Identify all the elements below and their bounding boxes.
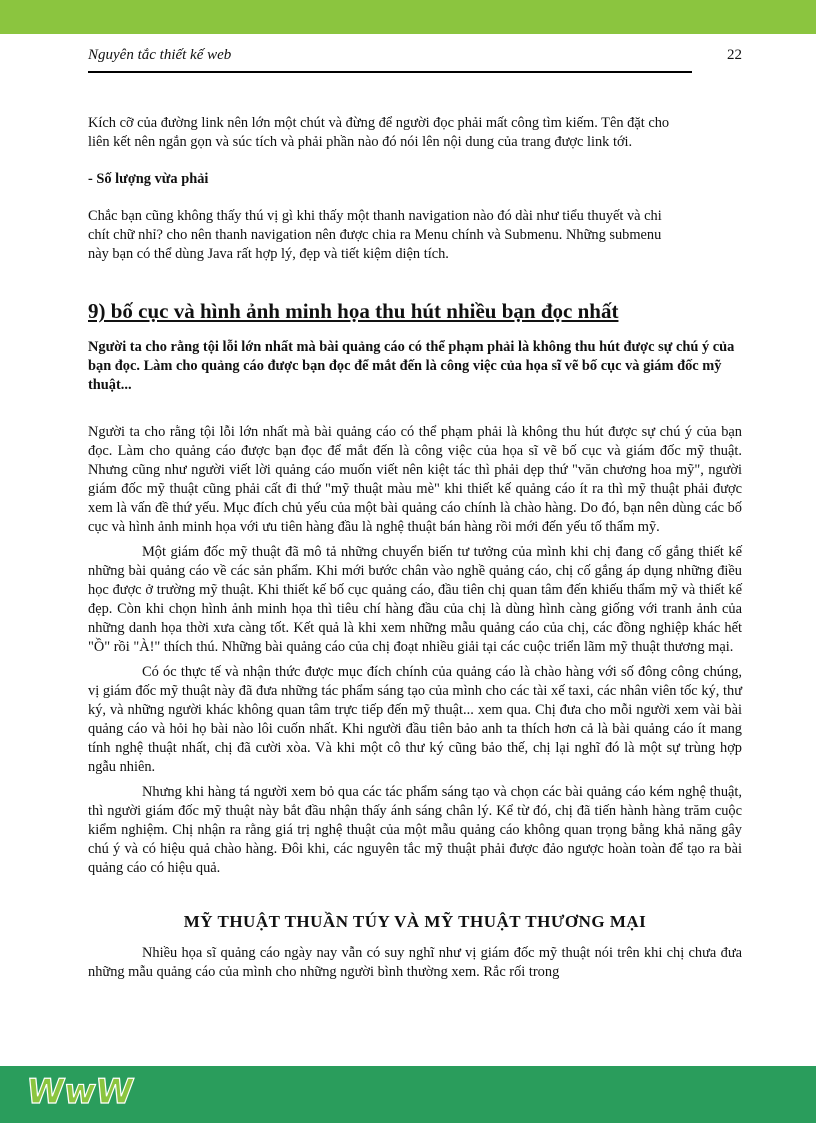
page-number: 22: [727, 47, 742, 63]
document-title: Nguyên tắc thiết kế web: [88, 47, 232, 63]
www-logo-text: WwW: [23, 1072, 136, 1112]
article-body: [88, 423, 742, 982]
subsection-heading: MỸ THUẬT THUẦN TÚY VÀ MỸ THUẬT THƯƠNG MẠI: [183, 912, 647, 931]
section-lead: Người ta cho rằng tội lỗi lớn nhất mà bài quảng cáo có thể phạm phải là không thu hút được sự chú ý của bạn đọc. Làm cho quảng cáo được bạn đọc để mắt đến là công việc của họa sĩ vẽ bố cục và giám đốc mỹ thuật...: [88, 339, 735, 393]
article-paragraph: Có óc thực tế và nhận thức được mục đích chính của quảng cáo là chào hàng với số đông công chúng, vị giám đốc mỹ thuật này đã đưa những tác phẩm sáng tạo của mình cho các tài xế taxi, các nhân viên tốc ký, thư ký, và những người khác không quan tâm trực tiếp đến mỹ thuật... xem qua. Chị đưa cho mỗi người xem vài bài quảng cáo và hỏi họ bài nào lôi cuốn nhất. Khi người đầu tiên bảo anh ta thích hơn cả là bài quảng cáo ít mang tính nghệ thuật nhất, chị đã cười xòa. Và khi một cô thư ký cũng bảo thế, chị lại nghĩ đó là một sự trùng hợp ngẫu nhiên.: [88, 664, 742, 775]
top-color-bar: [0, 0, 816, 34]
closing-paragraph: Nhiều họa sĩ quảng cáo ngày nay vẫn có suy nghĩ như vị giám đốc mỹ thuật nói trên khi chị chưa đưa những mẫu quảng cáo của mình cho những người bình thường xem. Rắc rối trong: [88, 945, 742, 980]
link-size-paragraph: Kích cỡ của đường link nên lớn một chút và đừng để người đọc phải mất công tìm kiếm. Tên đặt cho liên kết nên ngắn gọn và súc tích và phải phần nào đó nói lên nội dung của trang được link tới.: [88, 115, 670, 150]
header-divider: [88, 71, 692, 73]
article-paragraph: Nhưng khi hàng tá người xem bỏ qua các tác phẩm sáng tạo và chọn các bài quảng cáo kém nghệ thuật, thì người giám đốc mỹ thuật này bắt đầu nhận thấy ánh sáng chân lý. Kể từ đó, chị đã tiến hành hàng trăm cuộc kiểm nghiệm. Chị nhận ra rằng giá trị nghệ thuật của một mẫu quảng cáo không quan trọng bằng khả năng gây chú ý và có hiệu quả chào hàng. Đôi khi, các nguyên tắc mỹ thuật phải được đảo ngược hoàn toàn để tạo ra bài quảng cáo có hiệu quả.: [88, 784, 742, 876]
page-header: [88, 47, 742, 69]
www-logo: [23, 1069, 136, 1112]
section-heading: 9) bố cục và hình ảnh minh họa thu hút nhiều bạn đọc nhất: [88, 299, 619, 323]
article-paragraph: Người ta cho rằng tội lỗi lớn nhất mà bài quảng cáo có thể phạm phải là không thu hút được sự chú ý của bạn đọc. Làm cho quảng cáo được bạn đọc để mắt đến là công việc của họa sĩ vẽ bố cục và giám đốc mỹ thuật. Nhưng cũng như người viết lời quảng cáo muốn viết nên kiệt tác thì phải dẹp thứ "văn chương hoa mỹ", người giám đốc mỹ thuật cũng phải cất đi thứ "mỹ thuật màu mè" khi thiết kế quảng cáo ít ra thì mỹ thuật phải được xem là vấn đề thứ yếu. Mục đích chủ yếu của một bài quảng cáo chính là chào hàng. Do đó, bạn nên dùng các bố cục và hình ảnh minh họa với ưu tiên hàng đầu là nghệ thuật bán hàng rồi mới đến yếu tố thẩm mỹ.: [88, 424, 742, 535]
navigation-paragraph: Chắc bạn cũng không thấy thú vị gì khi thấy một thanh navigation nào đó dài như tiểu thuyết và chi chít chữ nhỉ? cho nên thanh navigation nên được chia ra Menu chính và Submenu. Những submenu này bạn có thể dùng Java rất hợp lý, đẹp và tiết kiệm diện tích.: [88, 208, 662, 262]
page-content: [88, 114, 742, 982]
article-paragraph: Một giám đốc mỹ thuật đã mô tả những chuyển biến tư tưởng của mình khi chị đang cố gắng thiết kế những bài quảng cáo về các sản phẩm. Khi mới bước chân vào nghề quảng cáo, chị cố gắng áp dụng những điều học được ở trường mỹ thuật. Khi thiết kế bố cục quảng cáo, đầu tiên chị quan tâm đến khiếu thẩm mỹ và thiết kế đẹp. Còn khi chọn hình ảnh minh họa thì tiêu chí hàng đầu của chị là dùng hình càng giống với tranh ảnh của những danh họa thời xưa càng tốt. Kết quả là khi xem những mẫu quảng cáo của chị, các đồng nghiệp khác hết "Ồ" rồi "À!" thích thú. Những bài quảng cáo của chị đoạt nhiều giải tại các cuộc triển lãm mỹ thuật thương mại.: [88, 544, 742, 655]
quantity-subheading: - Số lượng vừa phải: [88, 171, 209, 187]
